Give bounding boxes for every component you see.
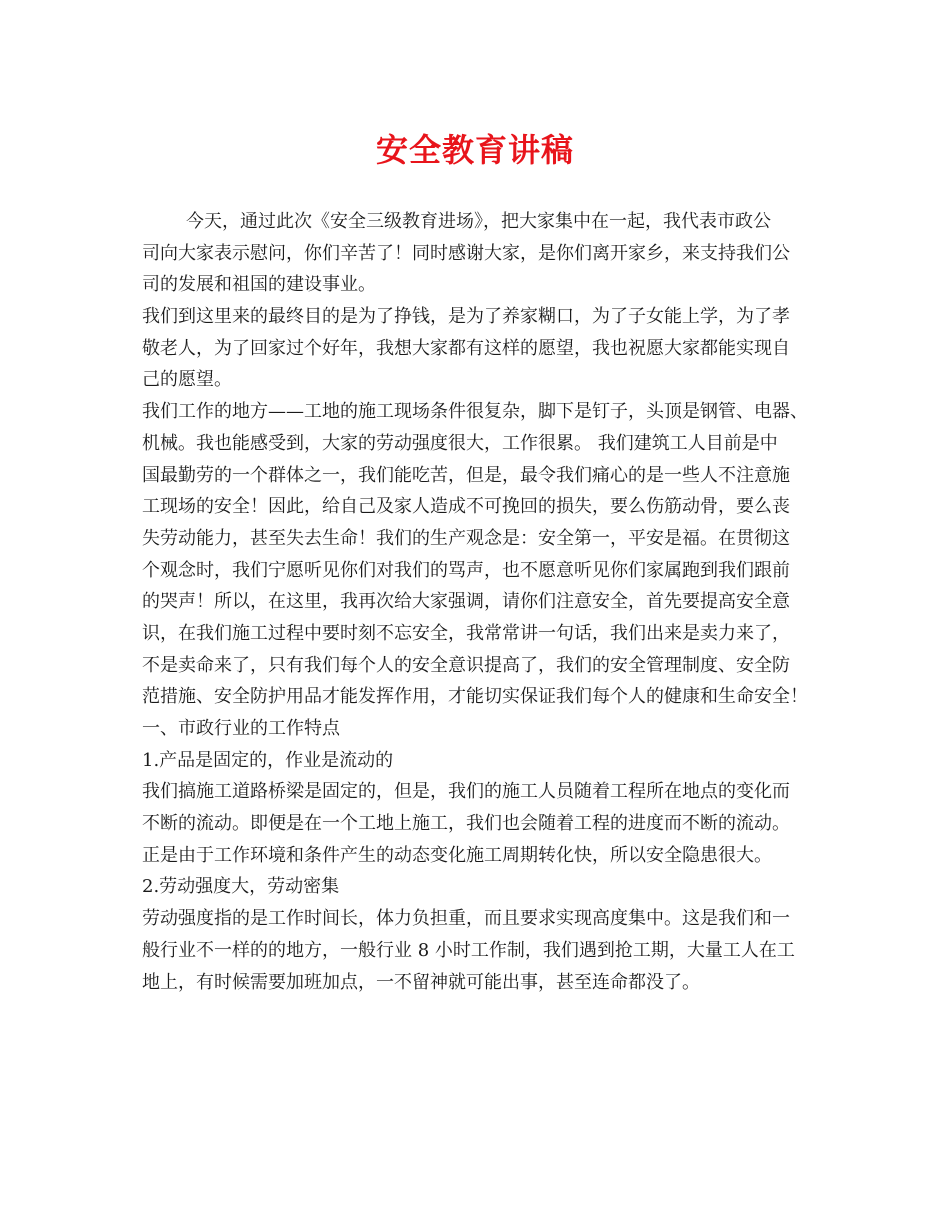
body-line: 2.劳动强度大，劳动密集 — [142, 876, 340, 898]
body-line: 司向大家表示慰问，你们辛苦了！同时感谢大家，是你们离开家乡，来支持我们公 — [142, 242, 790, 264]
body-line: 今天，通过此次《安全三级教育进场》，把大家集中在一起，我代表市政公 — [186, 211, 771, 232]
body-line: 司的发展和祖国的建设事业。 — [142, 274, 376, 296]
body-line: 己的愿望。 — [142, 369, 232, 391]
document-title: 安全教育讲稿 — [375, 131, 574, 169]
body-line: 我们搞施工道路桥梁是固定的，但是，我们的施工人员随着工程所在地点的变化而 — [142, 781, 790, 803]
body-line: 正是由于工作环境和条件产生的动态变化施工周期转化快，所以安全隐患很大。 — [142, 844, 772, 866]
body-line: 敬老人，为了回家过个好年，我想大家都有这样的愿望，我也祝愿大家都能实现自 — [142, 337, 790, 359]
body-line: 不断的流动。即便是在一个工地上施工，我们也会随着工程的进度而不断的流动。 — [142, 813, 790, 835]
body-line: 个观念时，我们宁愿听见你们对我们的骂声，也不愿意听见你们家属跑到我们跟前 — [142, 559, 790, 581]
body-line: 般行业不一样的的地方，一般行业 8 小时工作制，我们遇到抢工期，大量工人在工 — [142, 939, 795, 961]
body-line: 不是卖命来了，只有我们每个人的安全意识提高了，我们的安全管理制度、安全防 — [142, 654, 790, 676]
body-line: 我们到这里来的最终目的是为了挣钱，是为了养家糊口，为了子女能上学，为了孝 — [142, 306, 790, 328]
body-line: 机械。我也能感受到，大家的劳动强度很大，工作很累。 我们建筑工人目前是中 — [142, 432, 778, 454]
body-line: 范措施、安全防护用品才能发挥作用，才能切实保证我们每个人的健康和生命安全！ — [142, 686, 808, 708]
body-line: 国最勤劳的一个群体之一，我们能吃苦，但是，最令我们痛心的是一些人不注意施 — [142, 464, 790, 486]
body-line: 1.产品是固定的，作业是流动的 — [142, 749, 394, 771]
body-line: 我们工作的地方——工地的施工现场条件很复杂，脚下是钉子，头顶是钢管、电器、 — [142, 401, 808, 423]
body-line: 工现场的安全！因此，给自己及家人造成不可挽回的损失，要么伤筋动骨，要么丧 — [142, 496, 790, 518]
body-line: 地上，有时候需要加班加点，一不留神就可能出事，甚至连命都没了。 — [142, 971, 700, 993]
body-line: 一、市政行业的工作特点 — [142, 718, 340, 739]
body-line: 失劳动能力，甚至失去生命！我们的生产观念是：安全第一，平安是福。在贯彻这 — [142, 527, 790, 549]
document-body — [142, 206, 812, 998]
body-line: 识，在我们施工过程中要时刻不忘安全，我常常讲一句话，我们出来是卖力来了， — [142, 622, 790, 644]
body-line: 的哭声！所以，在这里，我再次给大家强调，请你们注意安全，首先要提高安全意 — [142, 591, 790, 613]
body-line: 劳动强度指的是工作时间长，体力负担重，而且要求实现高度集中。这是我们和一 — [142, 908, 790, 930]
